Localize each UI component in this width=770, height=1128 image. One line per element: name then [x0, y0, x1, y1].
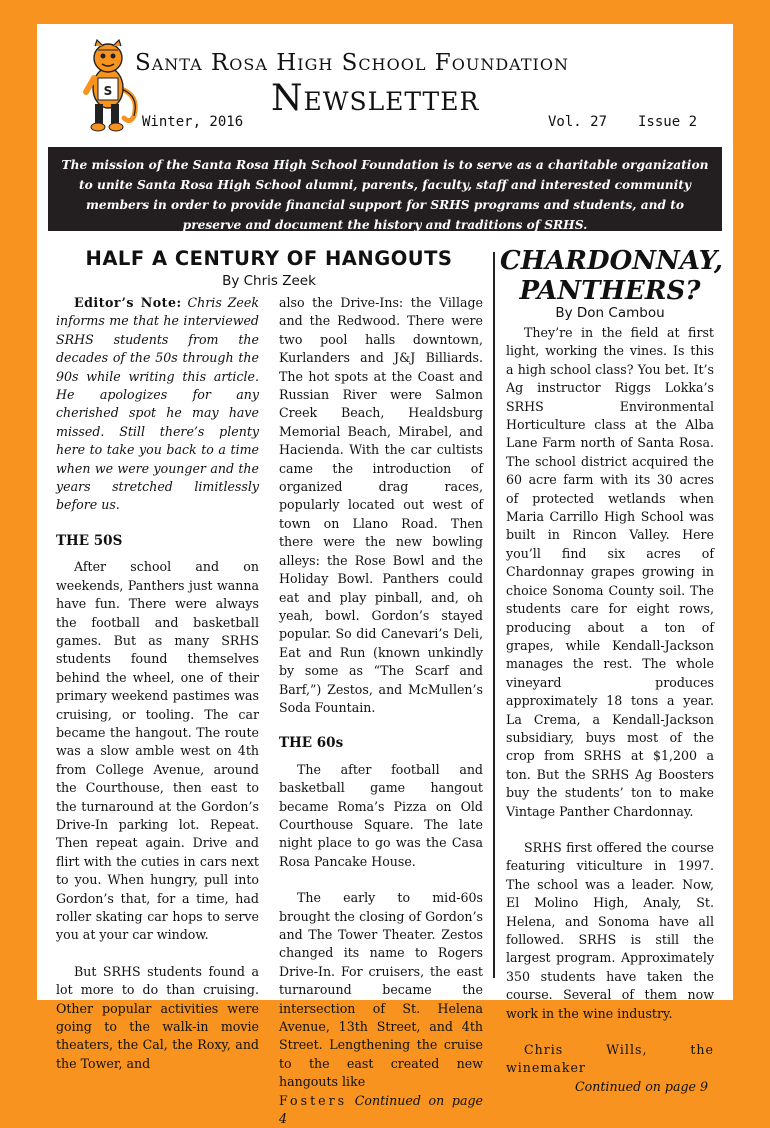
article-headline-2: CHARDONNAY, PANTHERS? [500, 246, 723, 306]
article-column-2 [279, 294, 483, 1128]
article-column-1 [56, 294, 259, 1073]
newsletter-title: Newsletter [271, 78, 480, 119]
article-paragraph: They’re in the field at first light, working the vines. Is this a high school class? You bet. It’s Ag instructor Riggs Lokka’s SRHS Environmental Horticulture class at the Alba Lane Farm north of Santa Rosa. The school district acquired the 60 acre farm with its 30 acres of protected wetlands when Maria Carrillo High School was built in Rincon Valley. Here you’ll find six acres of Chardonnay grapes growing in choice Sonoma County soil. The students care for eight rows, producing about a ton of grapes, while Kendall-Jackson manages the rest. The whole vineyard produces approximately 18 tons a year. La Crema, a Kendall-Jackson subsidiary, buys most of the crop from SRHS at $1,200 a ton. But the SRHS Ag Boosters buy the students’ ton to make Vintage Panther Chardonnay. [506, 325, 714, 819]
volume-number: Vol. 27 [548, 114, 608, 130]
issue-number: Issue 2 [638, 114, 698, 130]
column-divider [493, 252, 495, 978]
article-paragraph: The after football and basketball game hangout became Roma’s Pizza on Old Courthouse Square. The late night place to go was the Casa Rosa Pancake House. [279, 761, 483, 869]
article-byline-2: By Don Cambou [555, 305, 665, 321]
svg-text:S: S [103, 84, 113, 98]
article-last-word: Fosters [279, 1092, 348, 1108]
mission-statement: The mission of the Santa Rosa High School Foundation is to serve as a charitable organization to unite Santa Rosa High School alumni, parents, faculty, staff and interested community members in order to provide financial support for SRHS programs and students, and to preserve and document the history and traditions of SRHS. [48, 147, 722, 231]
continued-link[interactable]: Continued on page 4 [279, 1092, 483, 1127]
editor-note [56, 294, 259, 515]
article-headline: HALF A CENTURY OF HANGOUTS [85, 247, 453, 270]
editor-note-label: Editor’s Note: [74, 295, 182, 310]
article-paragraph: After school and on weekends, Panthers just wanna have fun. There were always the football and basketball games. But as many SRHS students found themselves behind the wheel, one of their primary weekend pastimes was cruising, or tooling. The car became the hangout. The route was a slow amble west on 4th from College Avenue, around the Courthouse, then east to the turnaround at the Gordon’s Drive-In parking lot. Repeat. Then repeat again. Drive and flirt with the cuties in cars next to you. When hungry, pull into Gordon’s that, for a time, had roller skating car hops to serve you at your car window. [56, 559, 259, 943]
editor-note-text: Chris Zeek informs me that he interviewed SRHS students from the decades of the 50s through the 90s while writing this article. He apologizes for any cherished spot he may have missed. Still there’s plenty here to take you back to a time when we were younger and the years stretched limitlessly before us. [56, 295, 259, 513]
panther-mascot-icon [78, 38, 142, 132]
foundation-name: Santa Rosa High School Foundation [135, 50, 569, 76]
continued-row [506, 1078, 714, 1096]
continued-link-2[interactable]: Continued on page 9 [575, 1078, 708, 1094]
section-heading: THE 50S [56, 532, 123, 549]
article-byline: By Chris Zeek [222, 273, 316, 289]
article-paragraph-tail [279, 1092, 483, 1128]
article-paragraph: also the Drive-Ins: the Village and the Redwood. There were two pool halls downtown, Kurlanders and J&J Billiards. The hot spots at the Coast and Russian River were Salmon Creek Beach, Healdsburg Memorial Beach, Mirabel, and Hacienda. With the car cultists came the introduction of organized drag races, popularly located out west of town on Llano Road. Then there were the new bowling alleys: the Rose Bowl and the Holiday Bowl. Panthers could eat and play pinball, and, oh yeah, bowl. Gordon’s stayed popular. So did Canevari’s Deli, Eat and Run (known unkindly by some as “The Scarf and Barf,”) Zestos, and McMullen’s Soda Fountain. [279, 295, 483, 715]
article-paragraph: Chris Wills, the winemaker [506, 1042, 714, 1076]
issue-season: Winter, 2016 [142, 114, 244, 130]
article-paragraph: The early to mid-60s brought the closing of Gordon’s and The Tower Theater. Zestos changed its name to Rogers Drive-In. For cruisers, the east turnaround became the intersection of St. Helena Avenue, 13th Street, and 4th Street. Lengthening the cruise to the east created new hangouts like [279, 890, 483, 1090]
section-heading: THE 60s [279, 735, 344, 752]
article-paragraph: But SRHS students found a lot more to do than cruising. Other popular activities were going to the walk-in movie theaters, the Cal, the Roxy, and the Tower, and [56, 963, 259, 1071]
article-paragraph: SRHS first offered the course featuring viticulture in 1997. The school was a leader. Now, El Molino High, Analy, St. Helena, and Sonoma have all followed. SRHS is still the largest program. Approximately 350 students have taken the course. Several of them now work in the wine industry. [506, 839, 714, 1021]
article-column-3 [506, 324, 714, 1096]
